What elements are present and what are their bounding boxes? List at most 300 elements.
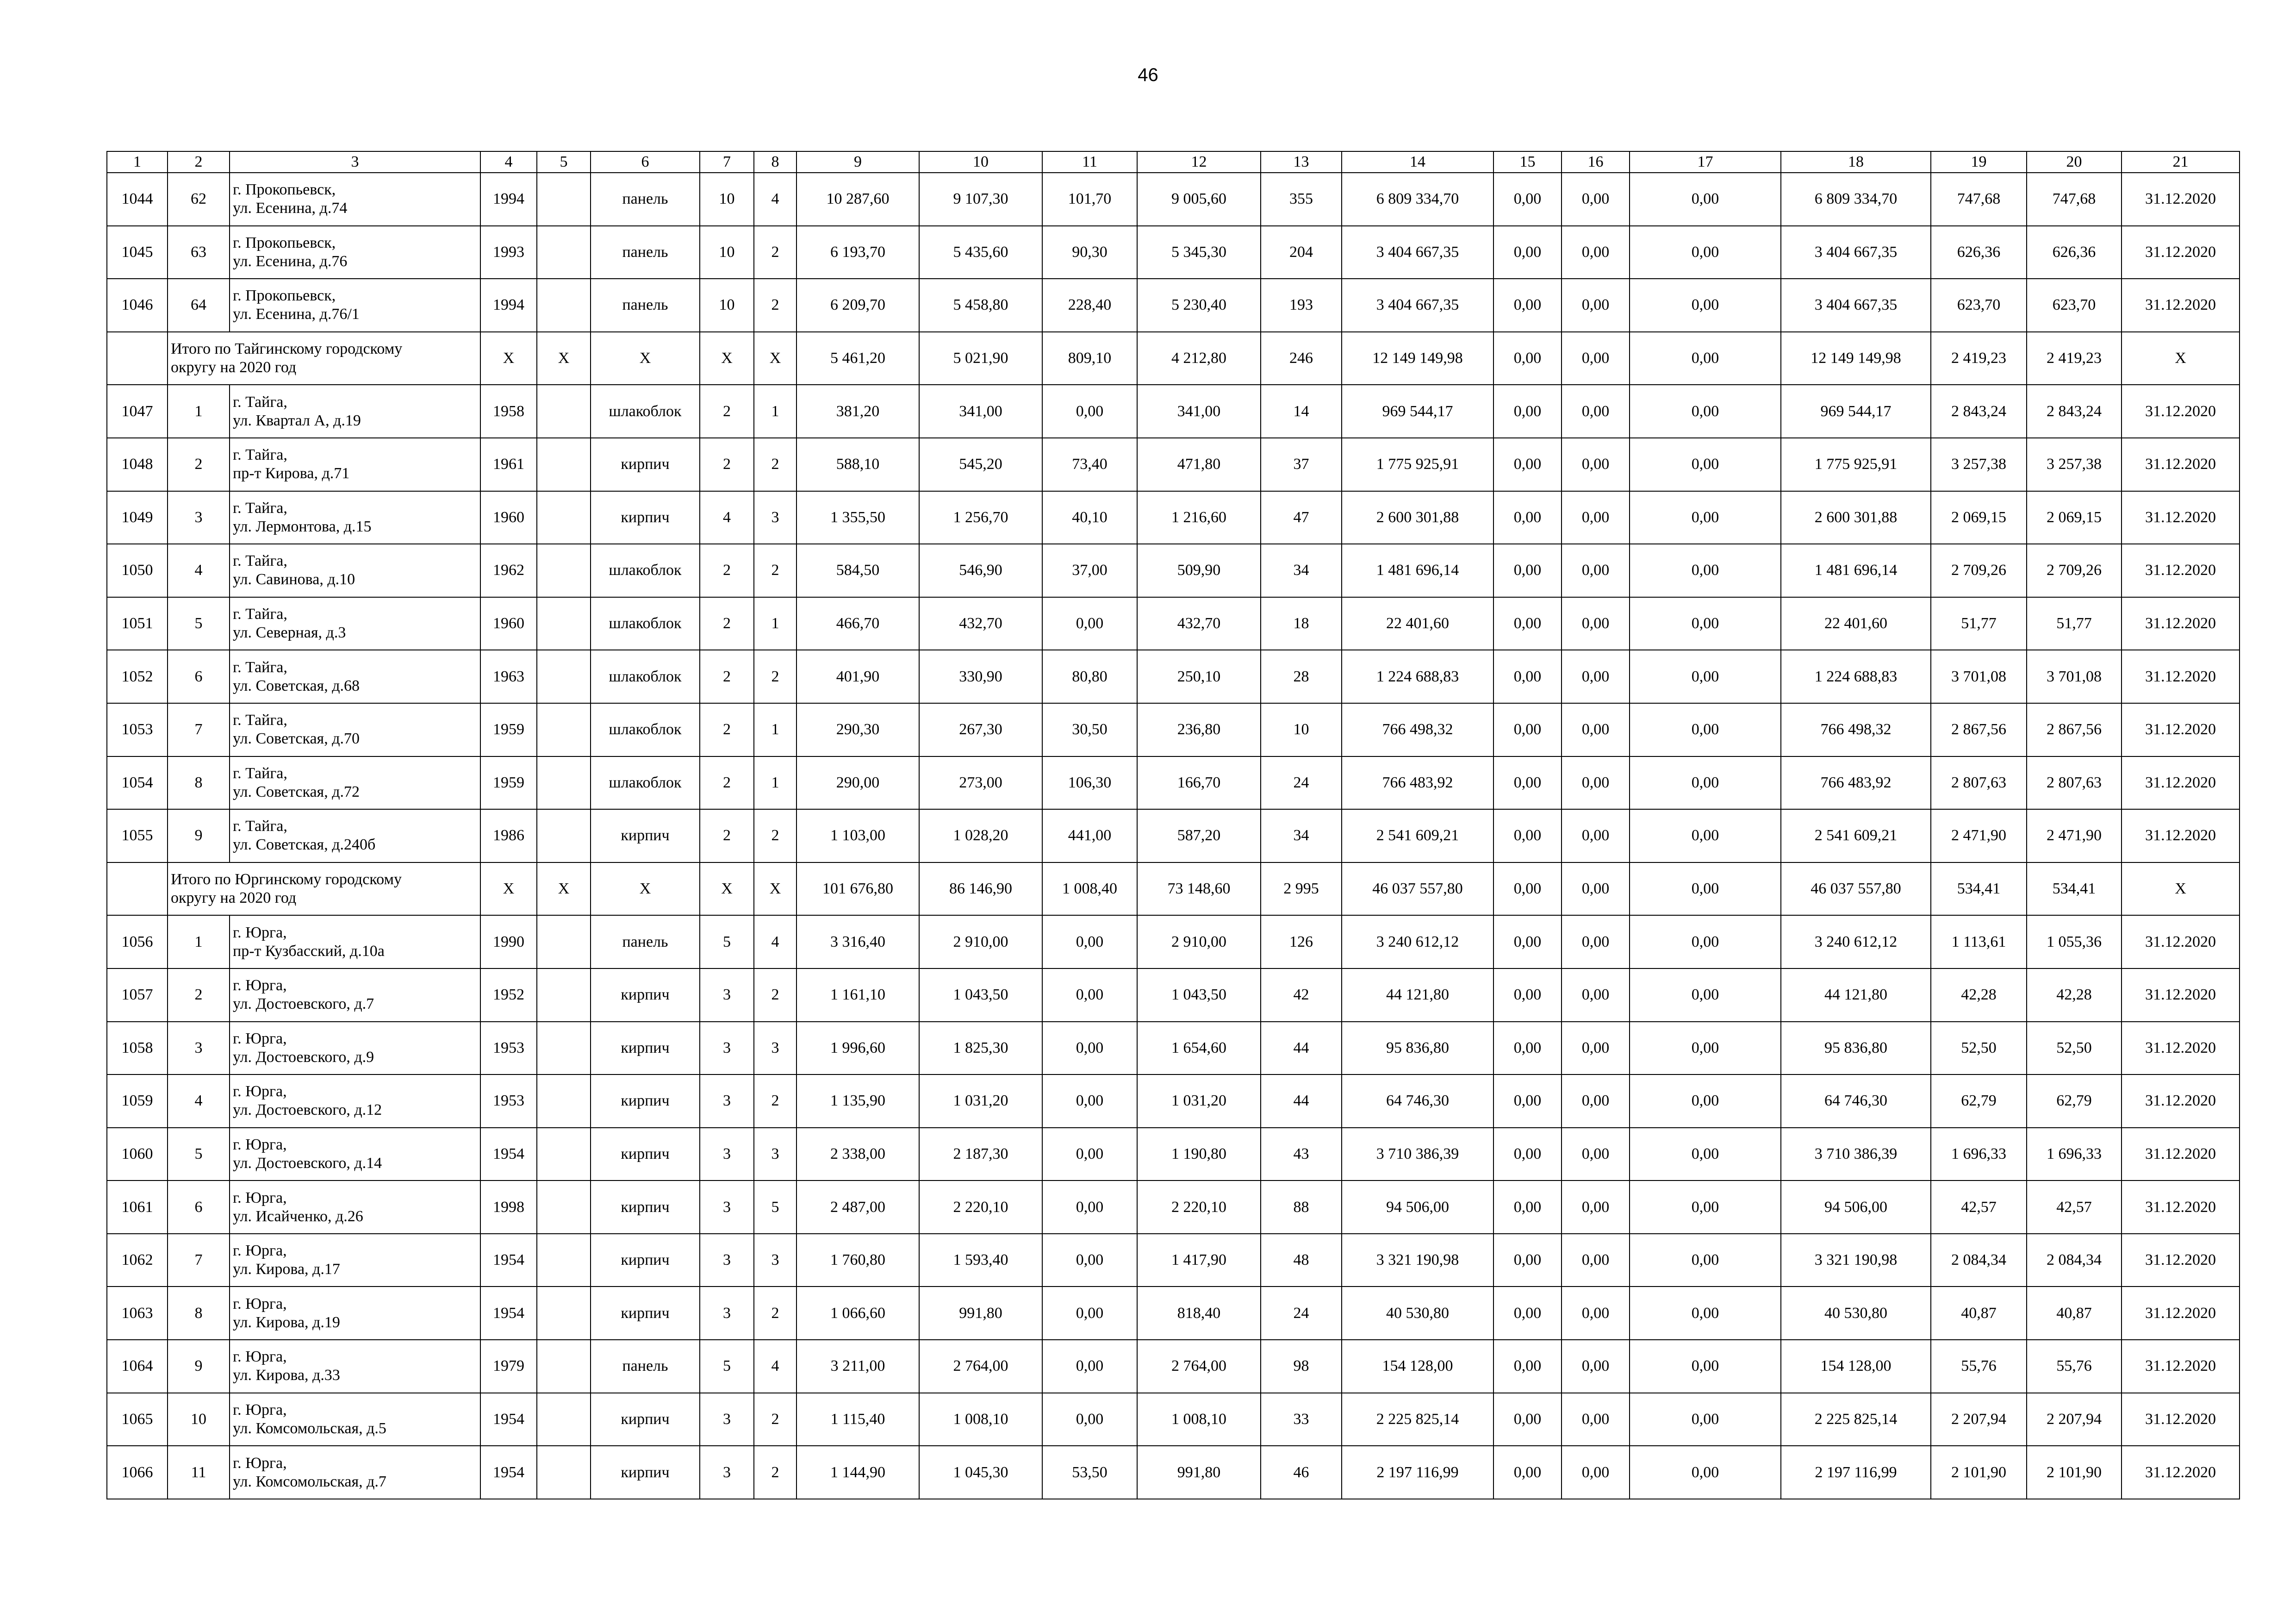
table-cell: 90,30 xyxy=(1042,226,1137,279)
table-cell xyxy=(537,809,591,862)
table-cell: 623,70 xyxy=(2027,279,2122,332)
table-cell: 126 xyxy=(1261,915,1342,968)
table-cell: 0,00 xyxy=(1042,597,1137,650)
table-cell: 5 xyxy=(700,1340,754,1393)
table-cell: 0,00 xyxy=(1562,650,1630,703)
table-cell: 1 xyxy=(754,385,796,438)
table-cell: 1 135,90 xyxy=(796,1074,919,1128)
table-cell: 0,00 xyxy=(1630,703,1781,756)
table-cell: 3 321 190,98 xyxy=(1342,1234,1493,1287)
table-cell: 6 193,70 xyxy=(796,226,919,279)
table-cell xyxy=(537,226,591,279)
table-cell: 809,10 xyxy=(1042,332,1137,385)
table-cell: 2 xyxy=(754,1074,796,1128)
table-cell: 2 xyxy=(754,809,796,862)
table-cell: 2 867,56 xyxy=(1931,703,2027,756)
table-cell xyxy=(537,968,591,1022)
table-cell: 11 xyxy=(168,1446,230,1499)
table-cell: 1953 xyxy=(480,1074,537,1128)
table-body xyxy=(107,173,2240,1499)
table-cell: 31.12.2020 xyxy=(2122,1340,2240,1393)
table-cell: 2 xyxy=(700,650,754,703)
table-cell: X xyxy=(754,862,796,916)
table-cell: 1 115,40 xyxy=(796,1393,919,1446)
table-cell: 0,00 xyxy=(1493,226,1562,279)
table-cell: 3 xyxy=(700,1022,754,1075)
table-cell: 0,00 xyxy=(1562,915,1630,968)
table-cell: 2 xyxy=(700,756,754,810)
table-cell: 1 224 688,83 xyxy=(1781,650,1931,703)
table-cell: 31.12.2020 xyxy=(2122,756,2240,810)
table-cell: X xyxy=(480,862,537,916)
table-cell: 0,00 xyxy=(1493,862,1562,916)
column-number-row xyxy=(107,151,2240,173)
table-cell: 534,41 xyxy=(2027,862,2122,916)
address-line: ул. Советская, д.70 xyxy=(233,730,360,748)
table-cell: 3 xyxy=(168,491,230,544)
table-cell: 101,70 xyxy=(1042,173,1137,226)
column-header-7: 7 xyxy=(700,151,754,173)
table-cell: 5 xyxy=(700,915,754,968)
table-cell: 0,00 xyxy=(1630,756,1781,810)
address-cell xyxy=(230,1234,480,1287)
table-cell: 30,50 xyxy=(1042,703,1137,756)
table-cell: 2 xyxy=(754,1393,796,1446)
address-line: г. Юрга, xyxy=(233,1242,287,1260)
table-cell: 14 xyxy=(1261,385,1342,438)
table-cell: 0,00 xyxy=(1493,597,1562,650)
table-cell: 2 xyxy=(754,226,796,279)
table-cell: 5 345,30 xyxy=(1137,226,1261,279)
address-line: ул. Достоевского, д.7 xyxy=(233,995,374,1013)
table-cell: 34 xyxy=(1261,544,1342,597)
column-header-10: 10 xyxy=(919,151,1042,173)
table-cell: 290,30 xyxy=(796,703,919,756)
table-row xyxy=(107,915,2240,968)
table-cell: 1058 xyxy=(107,1022,168,1075)
table-cell: 95 836,80 xyxy=(1781,1022,1931,1075)
address-line: г. Юрга, xyxy=(233,1189,287,1206)
address-cell xyxy=(230,915,480,968)
table-cell: 86 146,90 xyxy=(919,862,1042,916)
table-cell: 3 xyxy=(168,1022,230,1075)
table-cell: шлакоблок xyxy=(591,544,700,597)
table-cell: кирпич xyxy=(591,1022,700,1075)
table-cell: 3 404 667,35 xyxy=(1781,279,1931,332)
table-cell: 0,00 xyxy=(1562,438,1630,491)
column-header-19: 19 xyxy=(1931,151,2027,173)
table-cell: 969 544,17 xyxy=(1342,385,1493,438)
table-cell: 2 600 301,88 xyxy=(1781,491,1931,544)
table-cell: 2 709,26 xyxy=(2027,544,2122,597)
address-line: ул. Квартал А, д.19 xyxy=(233,412,361,429)
table-cell: 2 xyxy=(754,1446,796,1499)
address-cell xyxy=(230,1128,480,1181)
table-cell: кирпич xyxy=(591,1181,700,1234)
table-cell: 3 240 612,12 xyxy=(1781,915,1931,968)
table-cell: 0,00 xyxy=(1562,1022,1630,1075)
table-cell: 10 xyxy=(700,279,754,332)
address-line: г. Юрга, xyxy=(233,1454,287,1472)
subtotal-row xyxy=(107,332,2240,385)
table-cell: 1 696,33 xyxy=(2027,1128,2122,1181)
address-cell xyxy=(230,1074,480,1128)
table-cell: 0,00 xyxy=(1630,438,1781,491)
table-cell: 1055 xyxy=(107,809,168,862)
subtotal-label-line: округу на 2020 год xyxy=(171,889,297,907)
column-header-1: 1 xyxy=(107,151,168,173)
table-cell: 0,00 xyxy=(1042,1181,1137,1234)
table-cell: 40,87 xyxy=(2027,1287,2122,1340)
table-cell: 0,00 xyxy=(1630,915,1781,968)
table-cell: 3 xyxy=(700,1181,754,1234)
address-line: г. Юрга, xyxy=(233,1083,287,1100)
table-cell: 5 230,40 xyxy=(1137,279,1261,332)
table-cell: 2 764,00 xyxy=(1137,1340,1261,1393)
table-cell: 1 760,80 xyxy=(796,1234,919,1287)
table-cell: 0,00 xyxy=(1042,968,1137,1022)
table-cell: 31.12.2020 xyxy=(2122,173,2240,226)
table-cell: 64 746,30 xyxy=(1781,1074,1931,1128)
address-line: ул. Есенина, д.76 xyxy=(233,252,348,270)
table-cell: 1958 xyxy=(480,385,537,438)
table-cell xyxy=(537,597,591,650)
housing-register-table xyxy=(106,151,2240,1499)
table-row xyxy=(107,173,2240,226)
table-cell xyxy=(537,385,591,438)
table-cell: 31.12.2020 xyxy=(2122,703,2240,756)
table-cell: 2 338,00 xyxy=(796,1128,919,1181)
table-cell: 31.12.2020 xyxy=(2122,1446,2240,1499)
table-cell: 37 xyxy=(1261,438,1342,491)
table-cell: 2 419,23 xyxy=(2027,332,2122,385)
table-cell: X xyxy=(700,862,754,916)
table-cell: 401,90 xyxy=(796,650,919,703)
table-cell: кирпич xyxy=(591,1074,700,1128)
table-cell: панель xyxy=(591,173,700,226)
table-cell: 2 541 609,21 xyxy=(1342,809,1493,862)
table-cell: 0,00 xyxy=(1042,1022,1137,1075)
table-row xyxy=(107,756,2240,810)
table-cell: 9 107,30 xyxy=(919,173,1042,226)
table-cell: 0,00 xyxy=(1630,650,1781,703)
table-cell: 7 xyxy=(168,703,230,756)
table-cell: 250,10 xyxy=(1137,650,1261,703)
table-cell: 2 764,00 xyxy=(919,1340,1042,1393)
table-cell: 2 541 609,21 xyxy=(1781,809,1931,862)
table-cell: 5 xyxy=(754,1181,796,1234)
address-cell xyxy=(230,226,480,279)
table-cell: 31.12.2020 xyxy=(2122,597,2240,650)
column-header-18: 18 xyxy=(1781,151,1931,173)
table-cell: 0,00 xyxy=(1630,1393,1781,1446)
column-header-15: 15 xyxy=(1493,151,1562,173)
table-cell: 2 220,10 xyxy=(1137,1181,1261,1234)
table-cell: 1954 xyxy=(480,1446,537,1499)
table-cell: 80,80 xyxy=(1042,650,1137,703)
table-cell: 2 xyxy=(700,703,754,756)
table-cell: 626,36 xyxy=(2027,226,2122,279)
table-row xyxy=(107,491,2240,544)
table-row xyxy=(107,438,2240,491)
column-header-12: 12 xyxy=(1137,151,1261,173)
table-cell: 1 224 688,83 xyxy=(1342,650,1493,703)
page-number: 46 xyxy=(1138,65,1158,85)
table-row xyxy=(107,1074,2240,1128)
table-cell: 51,77 xyxy=(2027,597,2122,650)
table-cell: 42,28 xyxy=(1931,968,2027,1022)
column-header-8: 8 xyxy=(754,151,796,173)
address-line: ул. Исайченко, д.26 xyxy=(233,1207,363,1225)
table-cell: 0,00 xyxy=(1630,968,1781,1022)
table-cell: 0,00 xyxy=(1562,1393,1630,1446)
table-cell: 2 419,23 xyxy=(1931,332,2027,385)
table-cell: 2 xyxy=(700,809,754,862)
address-line: ул. Савинова, д.10 xyxy=(233,571,355,588)
table-row xyxy=(107,650,2240,703)
column-header-9: 9 xyxy=(796,151,919,173)
table-cell: 2 709,26 xyxy=(1931,544,2027,597)
table-cell: 1 xyxy=(168,385,230,438)
table-cell: 0,00 xyxy=(1493,385,1562,438)
table-cell: 0,00 xyxy=(1493,1340,1562,1393)
table-cell: 31.12.2020 xyxy=(2122,438,2240,491)
table-cell: 3 xyxy=(754,491,796,544)
table-cell: шлакоблок xyxy=(591,650,700,703)
address-cell xyxy=(230,1287,480,1340)
table-cell: шлакоблок xyxy=(591,597,700,650)
table-cell: 6 xyxy=(168,650,230,703)
table-cell: 2 xyxy=(700,597,754,650)
table-cell: 55,76 xyxy=(2027,1340,2122,1393)
address-line: г. Юрга, xyxy=(233,924,287,941)
subtotal-row xyxy=(107,862,2240,916)
table-cell: 1 043,50 xyxy=(919,968,1042,1022)
table-cell: 2 101,90 xyxy=(2027,1446,2122,1499)
table-row xyxy=(107,809,2240,862)
table-cell: 3 404 667,35 xyxy=(1781,226,1931,279)
table-cell: 1047 xyxy=(107,385,168,438)
address-cell xyxy=(230,544,480,597)
table-cell: 1050 xyxy=(107,544,168,597)
table-cell: 0,00 xyxy=(1562,279,1630,332)
table-cell: 31.12.2020 xyxy=(2122,1128,2240,1181)
table-cell: 1 161,10 xyxy=(796,968,919,1022)
table-cell: 7 xyxy=(168,1234,230,1287)
table-cell: 0,00 xyxy=(1493,1446,1562,1499)
table-cell: 0,00 xyxy=(1493,332,1562,385)
table-cell: 2 069,15 xyxy=(1931,491,2027,544)
table-cell: 31.12.2020 xyxy=(2122,491,2240,544)
table-cell xyxy=(537,1393,591,1446)
column-header-13: 13 xyxy=(1261,151,1342,173)
address-line: ул. Лермонтова, д.15 xyxy=(233,518,372,535)
table-cell: 40,87 xyxy=(1931,1287,2027,1340)
table-cell: 3 701,08 xyxy=(2027,650,2122,703)
table-cell: 381,20 xyxy=(796,385,919,438)
table-cell: 51,77 xyxy=(1931,597,2027,650)
table-cell: 44 121,80 xyxy=(1781,968,1931,1022)
table-cell: 432,70 xyxy=(1137,597,1261,650)
address-line: ул. Советская, д.68 xyxy=(233,677,360,694)
table-cell: 5 458,80 xyxy=(919,279,1042,332)
table-cell: 40 530,80 xyxy=(1342,1287,1493,1340)
table-cell: 2 084,34 xyxy=(2027,1234,2122,1287)
table-cell: 31.12.2020 xyxy=(2122,650,2240,703)
table-cell: кирпич xyxy=(591,1287,700,1340)
table-cell: 330,90 xyxy=(919,650,1042,703)
table-cell: 747,68 xyxy=(1931,173,2027,226)
table-cell: 509,90 xyxy=(1137,544,1261,597)
table-cell: 0,00 xyxy=(1042,1128,1137,1181)
table-cell: 0,00 xyxy=(1493,491,1562,544)
subtotal-label-line: Итого по Тайгинскому городскому xyxy=(171,340,403,358)
table-cell xyxy=(537,1340,591,1393)
table-cell: 1049 xyxy=(107,491,168,544)
table-cell: 2 487,00 xyxy=(796,1181,919,1234)
table-cell: 2 225 825,14 xyxy=(1342,1393,1493,1446)
table-cell: 31.12.2020 xyxy=(2122,1393,2240,1446)
table-cell: кирпич xyxy=(591,968,700,1022)
table-cell: 584,50 xyxy=(796,544,919,597)
table-cell: 204 xyxy=(1261,226,1342,279)
table-row xyxy=(107,385,2240,438)
table-cell: 48 xyxy=(1261,1234,1342,1287)
table-cell: 0,00 xyxy=(1493,703,1562,756)
table-cell: 1060 xyxy=(107,1128,168,1181)
table-cell xyxy=(107,862,168,916)
table-cell: 991,80 xyxy=(1137,1446,1261,1499)
table-cell: 471,80 xyxy=(1137,438,1261,491)
table-cell: 2 197 116,99 xyxy=(1781,1446,1931,1499)
table-cell: 1 216,60 xyxy=(1137,491,1261,544)
table-cell: 1056 xyxy=(107,915,168,968)
table-cell: 154 128,00 xyxy=(1342,1340,1493,1393)
table-cell: 40,10 xyxy=(1042,491,1137,544)
address-cell xyxy=(230,650,480,703)
table-cell: 3 xyxy=(754,1128,796,1181)
table-cell: 991,80 xyxy=(919,1287,1042,1340)
table-cell: 0,00 xyxy=(1562,1340,1630,1393)
table-cell: 31.12.2020 xyxy=(2122,1234,2240,1287)
table-cell: 1 008,10 xyxy=(919,1393,1042,1446)
table-cell: 0,00 xyxy=(1562,173,1630,226)
table-cell: 2 843,24 xyxy=(2027,385,2122,438)
address-cell xyxy=(230,173,480,226)
table-cell: 0,00 xyxy=(1630,1446,1781,1499)
address-line: ул. Северная, д.3 xyxy=(233,624,346,642)
address-line: пр-т Кузбасский, д.10а xyxy=(233,942,385,960)
address-line: ул. Советская, д.240б xyxy=(233,836,376,854)
table-cell: 1044 xyxy=(107,173,168,226)
table-cell: 2 069,15 xyxy=(2027,491,2122,544)
table-cell: 0,00 xyxy=(1630,1022,1781,1075)
table-row xyxy=(107,1181,2240,1234)
table-cell: 3 xyxy=(700,1446,754,1499)
address-line: ул. Кирова, д.17 xyxy=(233,1261,340,1278)
table-cell: 4 xyxy=(168,1074,230,1128)
table-cell: 4 xyxy=(754,1340,796,1393)
column-header-6: 6 xyxy=(591,151,700,173)
table-cell: 0,00 xyxy=(1493,173,1562,226)
table-cell: 31.12.2020 xyxy=(2122,809,2240,862)
table-cell: 1 144,90 xyxy=(796,1446,919,1499)
table-cell: 0,00 xyxy=(1493,915,1562,968)
table-cell: 10 xyxy=(700,173,754,226)
table-cell: 1959 xyxy=(480,756,537,810)
table-cell: 46 037 557,80 xyxy=(1342,862,1493,916)
table-cell: 10 xyxy=(1261,703,1342,756)
table-cell: 2 xyxy=(754,544,796,597)
table-cell: 6 809 334,70 xyxy=(1781,173,1931,226)
table-cell: 236,80 xyxy=(1137,703,1261,756)
table-cell: 1954 xyxy=(480,1393,537,1446)
table-cell: 101 676,80 xyxy=(796,862,919,916)
table-cell: 3 257,38 xyxy=(1931,438,2027,491)
table-cell: 42,57 xyxy=(1931,1181,2027,1234)
table-cell: X xyxy=(591,862,700,916)
table-cell xyxy=(537,491,591,544)
table-cell: 52,50 xyxy=(2027,1022,2122,1075)
table-row xyxy=(107,1446,2240,1499)
table-cell: 3 316,40 xyxy=(796,915,919,968)
table-cell: 3 404 667,35 xyxy=(1342,226,1493,279)
table-cell: 0,00 xyxy=(1562,332,1630,385)
table-cell: 0,00 xyxy=(1042,1287,1137,1340)
table-cell: 2 xyxy=(754,279,796,332)
table-cell: 0,00 xyxy=(1562,1074,1630,1128)
table-cell: 0,00 xyxy=(1493,809,1562,862)
table-cell: 0,00 xyxy=(1562,1128,1630,1181)
table-cell: 1954 xyxy=(480,1287,537,1340)
table-cell: 1953 xyxy=(480,1022,537,1075)
table-cell: 0,00 xyxy=(1562,809,1630,862)
table-cell: 3 xyxy=(700,1287,754,1340)
address-line: ул. Кирова, д.33 xyxy=(233,1367,340,1384)
table-cell: X xyxy=(2122,862,2240,916)
table-cell: 1061 xyxy=(107,1181,168,1234)
table-cell: 52,50 xyxy=(1931,1022,2027,1075)
table-cell: 6 xyxy=(168,1181,230,1234)
table-cell: 55,76 xyxy=(1931,1340,2027,1393)
table-cell: 3 240 612,12 xyxy=(1342,915,1493,968)
table-cell: 1959 xyxy=(480,703,537,756)
column-header-20: 20 xyxy=(2027,151,2122,173)
table-cell: кирпич xyxy=(591,1446,700,1499)
table-cell: 31.12.2020 xyxy=(2122,915,2240,968)
table-cell: 1954 xyxy=(480,1234,537,1287)
table-cell: 0,00 xyxy=(1562,1181,1630,1234)
address-line: г. Тайга, xyxy=(233,818,287,835)
table-cell: 0,00 xyxy=(1562,491,1630,544)
table-cell: 4 xyxy=(700,491,754,544)
table-cell: 46 xyxy=(1261,1446,1342,1499)
table-cell: 626,36 xyxy=(1931,226,2027,279)
table-cell: 4 212,80 xyxy=(1137,332,1261,385)
table-cell: 0,00 xyxy=(1630,1340,1781,1393)
table-cell: 31.12.2020 xyxy=(2122,1022,2240,1075)
table-cell: 64 746,30 xyxy=(1342,1074,1493,1128)
table-cell: 0,00 xyxy=(1562,226,1630,279)
table-cell: 10 287,60 xyxy=(796,173,919,226)
table-cell: 1 xyxy=(754,597,796,650)
table-cell: панель xyxy=(591,226,700,279)
table-cell: 98 xyxy=(1261,1340,1342,1393)
table-cell: 0,00 xyxy=(1562,862,1630,916)
table-cell: 3 xyxy=(754,1022,796,1075)
table-cell: 0,00 xyxy=(1630,1181,1781,1234)
table-row xyxy=(107,1340,2240,1393)
